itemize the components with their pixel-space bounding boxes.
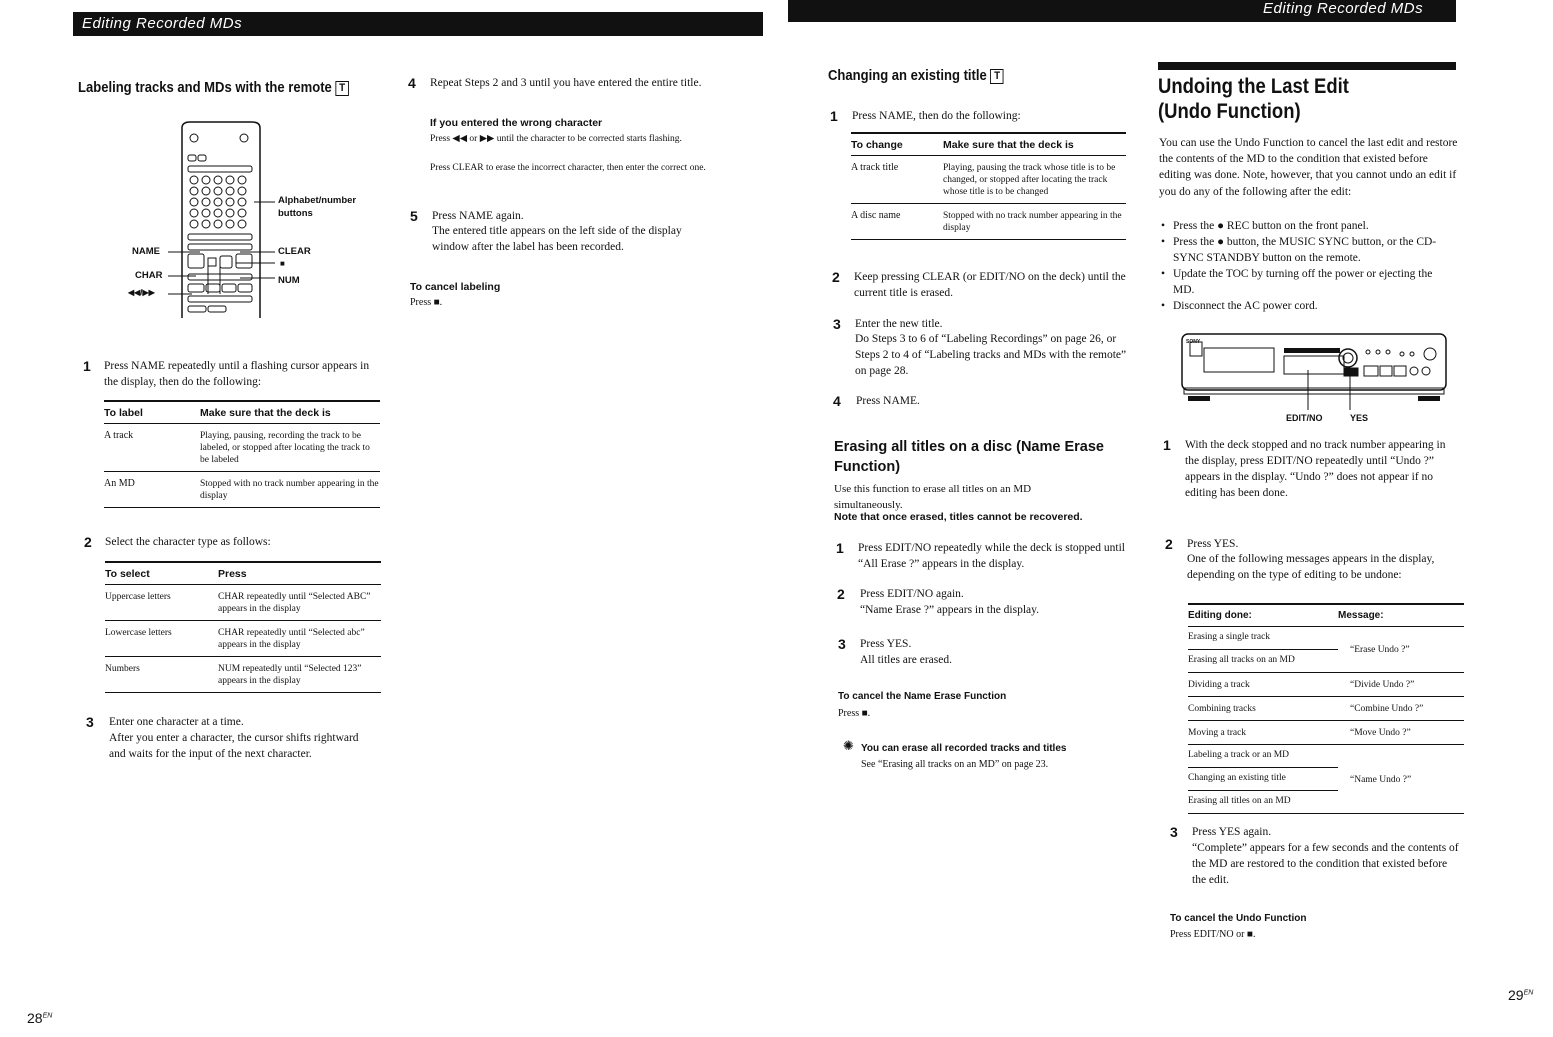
list-item: • Press the ● button, the MUSIC SYNC button, or the CD-SYNC STANDBY button on the remote. (1161, 234, 1456, 266)
table-cell: Changing an existing title (1188, 768, 1338, 791)
cancel-undo-heading: To cancel the Undo Function (1170, 913, 1307, 924)
table-cell: Playing, pausing the track whose title is to be changed, or stopped after locating the track whose title is to be changed (943, 156, 1126, 204)
table-cell: Stopped with no track number appearing in the display (943, 204, 1126, 240)
char-label: CHAR (135, 270, 163, 281)
change-step-4-number: 4 (833, 393, 841, 409)
table-cell: “Divide Undo ?” (1338, 673, 1464, 697)
left-page-number (27, 1010, 52, 1026)
erasing-title: Erasing all titles on a disc (Name Erase Function) (834, 439, 1104, 475)
labeling-title-text: Labeling tracks and MDs with the remote (78, 80, 332, 96)
right-header-title: Editing Recorded MDs (1263, 0, 1424, 17)
table-row (1188, 697, 1464, 721)
erasing-intro: Use this function to erase all titles on an MD simultaneously. (834, 483, 1032, 511)
undo-step-3-number: 3 (1170, 824, 1178, 840)
erasing-note: Note that once erased, titles cannot be recovered. (834, 511, 1083, 523)
table-header-row (1188, 604, 1464, 627)
undo-bullet-list (1161, 218, 1456, 314)
table-header: Press (218, 562, 381, 585)
table-cell: Playing, pausing, recording the track to be labeled, or stopped after locating the track to be labeled (200, 424, 380, 472)
erase-step-1-text: Press EDIT/NO repeatedly while the deck is stopped until “All Erase ?” appears in the display. (858, 542, 1125, 570)
table-row (1188, 673, 1464, 697)
undo-step-3-detail: “Complete” appears for a few seconds and the contents of the MD are restored to the condition that existed before the edit. (1192, 842, 1459, 886)
cancel-name-erase-text: Press ■. (838, 708, 871, 719)
change-step-3-number: 3 (833, 316, 841, 332)
tip-title: You can erase all recorded tracks and titles (861, 743, 1067, 754)
table-header: To select (105, 562, 218, 585)
change-step-3-detail: Do Steps 3 to 6 of “Labeling Recordings” on page 26, or Steps 2 to 4 of “Labeling tracks and MDs with the remote” on page 28. (855, 333, 1127, 377)
clear-label: CLEAR (278, 246, 311, 257)
undo-step-2-number: 2 (1165, 536, 1173, 552)
step-3-number: 3 (86, 714, 94, 730)
erase-step-3-detail: All titles are erased. (860, 654, 952, 666)
table-cell: “Name Undo ?” (1338, 745, 1464, 814)
undo-title-line-2: (Undo Function) (1158, 100, 1301, 123)
wrong-character-text-1: Press ◀◀ or ▶▶ until the character to be corrected starts flashing. (430, 134, 682, 144)
change-step-2-text: Keep pressing CLEAR (or EDIT/NO on the deck) until the current title is erased. (854, 271, 1126, 299)
table-cell: An MD (104, 472, 200, 508)
table-cell: Erasing a single track (1188, 627, 1338, 650)
change-step-1-table (851, 132, 1126, 240)
step-3-text: Enter one character at a time. (109, 716, 244, 728)
table-cell: CHAR repeatedly until “Selected abc” appears in the display (218, 621, 381, 657)
right-page-number-value: 29 (1508, 987, 1524, 1003)
table-header: Message: (1338, 604, 1464, 627)
editno-label: EDIT/NO (1286, 413, 1323, 423)
table-cell: Numbers (105, 657, 218, 693)
remote-icon: T (335, 81, 349, 96)
undo-intro: You can use the Undo Function to cancel the last edit and restore the contents of the MD to the condition that existed before editing was done. Note, however, that you cannot undo an edit if you do any of the following after the edit: (1159, 137, 1458, 198)
table-cell: Moving a track (1188, 721, 1338, 745)
changing-title (828, 68, 1004, 84)
table-row (104, 424, 380, 472)
deck-brand: SONY (1186, 339, 1201, 345)
table-cell: Erasing all titles on an MD (1188, 791, 1338, 814)
table-row (104, 472, 380, 508)
change-step-3-text: Enter the new title. (855, 318, 943, 330)
table-cell: CHAR repeatedly until “Selected ABC” appears in the display (218, 585, 381, 621)
table-cell: A track title (851, 156, 943, 204)
erase-step-3-number: 3 (838, 636, 846, 652)
table-header-row (851, 133, 1126, 156)
step-4-number: 4 (408, 75, 416, 91)
step-4-text: Repeat Steps 2 and 3 until you have entered the entire title. (430, 77, 702, 89)
step-1-text: Press NAME repeatedly until a flashing cursor appears in the display, then do the following: (104, 360, 370, 388)
table-header: Make sure that the deck is (943, 133, 1126, 156)
right-page-suffix: EN (1523, 989, 1534, 997)
table-header: To change (851, 133, 943, 156)
undo-step-2-detail: One of the following messages appears in the display, depending on the type of editing to be undone: (1187, 553, 1435, 581)
step-5-text: Press NAME again. (432, 210, 524, 222)
alpha-number-label: Alphabet/number buttons (278, 195, 357, 219)
wrong-character-heading: If you entered the wrong character (430, 117, 603, 129)
table-cell: Uppercase letters (105, 585, 218, 621)
step-1-table (104, 400, 380, 508)
table-cell: “Erase Undo ?” (1338, 627, 1464, 673)
table-header: Editing done: (1188, 604, 1338, 627)
list-item: • Disconnect the AC power cord. (1161, 298, 1456, 314)
table-cell: Combining tracks (1188, 697, 1338, 721)
step-2-table (105, 561, 381, 693)
table-row (1188, 745, 1464, 768)
left-header-title: Editing Recorded MDs (82, 15, 243, 32)
step-2-text: Select the character type as follows: (105, 536, 271, 548)
list-item: • Press the ● REC button on the front panel. (1161, 218, 1456, 234)
table-cell: A track (104, 424, 200, 472)
step-1-number: 1 (83, 358, 91, 374)
change-step-2-number: 2 (832, 269, 840, 285)
change-step-1-text: Press NAME, then do the following: (852, 110, 1021, 122)
step-2-number: 2 (84, 534, 92, 550)
cancel-undo-text: Press EDIT/NO or ■. (1170, 929, 1256, 940)
undo-step-1-number: 1 (1163, 437, 1171, 453)
wrong-character-text-2: Press CLEAR to erase the incorrect character, then enter the correct one. (430, 163, 706, 173)
table-header: Make sure that the deck is (200, 401, 380, 424)
undo-step-2-text: Press YES. (1187, 538, 1239, 550)
undo-message-table (1188, 603, 1464, 814)
undo-step-1-text: With the deck stopped and no track number appearing in the display, press EDIT/NO repeatedly until “Undo ?” appears in the display. “Undo ?” does not appear if no editing has been done. (1185, 439, 1446, 499)
list-item: • Update the TOC by turning off the power or ejecting the MD. (1161, 266, 1456, 298)
cancel-labeling-heading: To cancel labeling (410, 281, 501, 293)
table-header-row (104, 401, 380, 424)
table-cell: NUM repeatedly until “Selected 123” appears in the display (218, 657, 381, 693)
step-5-number: 5 (410, 208, 418, 224)
cancel-labeling-text: Press ■. (410, 297, 443, 308)
cancel-name-erase-heading: To cancel the Name Erase Function (838, 691, 1007, 702)
change-step-4-text: Press NAME. (856, 395, 920, 407)
table-row (105, 657, 381, 693)
name-label: NAME (132, 246, 160, 257)
table-row (1188, 721, 1464, 745)
num-label: NUM (278, 275, 300, 286)
erase-step-2-number: 2 (837, 586, 845, 602)
table-cell: Labeling a track or an MD (1188, 745, 1338, 768)
yes-label: YES (1350, 413, 1369, 423)
undo-title-line-1: Undoing the Last Edit (1158, 75, 1349, 98)
tip-icon: ✺ (843, 739, 854, 754)
table-row (851, 156, 1126, 204)
table-header: To label (104, 401, 200, 424)
change-step-1-number: 1 (830, 108, 838, 124)
tip-text: See “Erasing all tracks on an MD” on page 23. (861, 759, 1049, 770)
remote-icon: T (990, 69, 1004, 84)
table-cell: “Move Undo ?” (1338, 721, 1464, 745)
table-row (1188, 627, 1464, 650)
table-cell: Dividing a track (1188, 673, 1338, 697)
stop-label: ■ (280, 259, 285, 268)
labeling-section-title (78, 80, 349, 96)
erase-step-2-detail: “Name Erase ?” appears in the display. (860, 604, 1040, 616)
erase-step-2-text: Press EDIT/NO again. (860, 588, 964, 600)
erase-step-1-number: 1 (836, 540, 844, 556)
right-page-number (1508, 987, 1533, 1003)
changing-title-text: Changing an existing title (828, 68, 987, 84)
table-row (105, 585, 381, 621)
table-row (105, 621, 381, 657)
left-page-suffix: EN (42, 1012, 53, 1020)
table-cell: A disc name (851, 204, 943, 240)
erase-step-3-text: Press YES. (860, 638, 912, 650)
undo-step-3-text: Press YES again. (1192, 826, 1272, 838)
table-cell: Erasing all tracks on an MD (1188, 650, 1338, 673)
undo-top-rule (1158, 62, 1456, 70)
table-cell: Lowercase letters (105, 621, 218, 657)
step-3-detail: After you enter a character, the cursor shifts rightward and waits for the input of the next character. (109, 732, 359, 760)
left-page-number-value: 28 (27, 1010, 43, 1026)
skip-label: ◀◀/▶▶ (128, 288, 155, 297)
table-cell: Stopped with no track number appearing in the display (200, 472, 380, 508)
table-row (851, 204, 1126, 240)
step-5-detail: The entered title appears on the left side of the display window after the label has been recorded. (432, 225, 682, 253)
table-cell: “Combine Undo ?” (1338, 697, 1464, 721)
table-header-row (105, 562, 381, 585)
